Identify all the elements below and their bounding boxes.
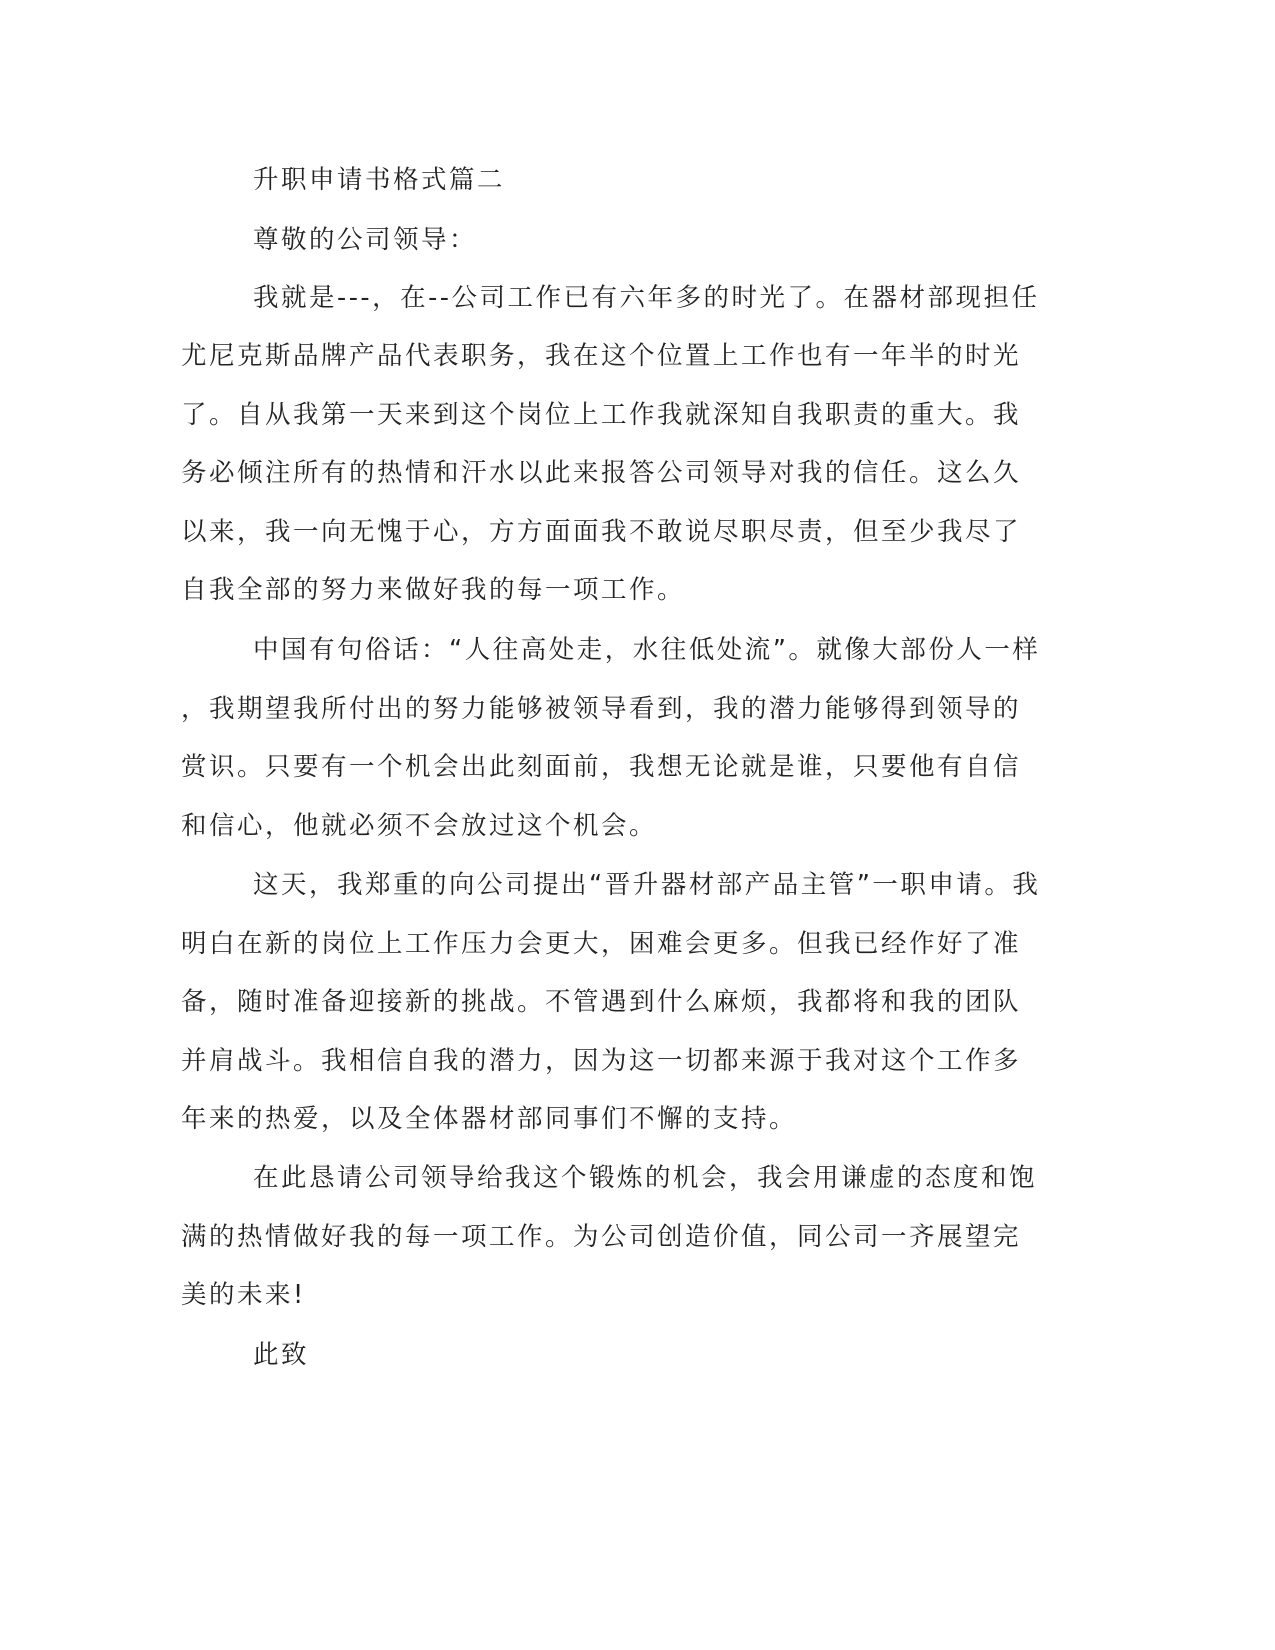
paragraph-3-line-5: 年来的热爱，以及全体器材部同事们不懈的支持。: [181, 1104, 798, 1134]
salutation: 尊敬的公司领导：: [253, 225, 478, 255]
paragraph-3-line-4: 并肩战斗。我相信自我的潜力，因为这一切都来源于我对这个工作多: [181, 1046, 1022, 1076]
closing: 此致: [253, 1340, 310, 1370]
paragraph-1-line-4: 务必倾注所有的热情和汗水以此来报答公司领导对我的信任。这么久: [181, 458, 1022, 488]
paragraph-3-line-3: 备，随时准备迎接新的挑战。不管遇到什么麻烦，我都将和我的团队: [181, 987, 1022, 1017]
paragraph-2-line-1: 中国有句俗话：“人往高处走，水往低处流”。就像大部份人一样: [253, 635, 1041, 665]
paragraph-2-line-3: 赏识。只要有一个机会出此刻面前，我想无论就是谁，只要他有自信: [181, 752, 1022, 782]
paragraph-2-line-2: ，我期望我所付出的努力能够被领导看到，我的潜力能够得到领导的: [181, 694, 1022, 724]
paragraph-3-line-1: 这天，我郑重的向公司提出“晋升器材部产品主管”一职申请。我: [253, 870, 1041, 900]
paragraph-1-line-2: 尤尼克斯品牌产品代表职务，我在这个位置上工作也有一年半的时光: [181, 341, 1022, 371]
paragraph-3-line-2: 明白在新的岗位上工作压力会更大，困难会更多。但我已经作好了准: [181, 929, 1022, 959]
paragraph-1-line-5: 以来，我一向无愧于心，方方面面我不敢说尽职尽责，但至少我尽了: [181, 517, 1022, 547]
paragraph-1-line-6: 自我全部的努力来做好我的每一项工作。: [181, 575, 686, 605]
paragraph-2-line-4: 和信心，他就必须不会放过这个机会。: [181, 811, 658, 841]
document-title: 升职申请书格式篇二: [253, 165, 506, 195]
paragraph-4-line-3: 美的未来!: [181, 1280, 306, 1310]
paragraph-1-line-3: 了。自从我第一天来到这个岗位上工作我就深知自我职责的重大。我: [181, 400, 1022, 430]
paragraph-4-line-1: 在此恳请公司领导给我这个锻炼的机会，我会用谦虚的态度和饱: [253, 1163, 1038, 1193]
paragraph-1-line-1: 我就是---，在--公司工作已有六年多的时光了。在器材部现担任: [253, 283, 1040, 313]
paragraph-4-line-2: 满的热情做好我的每一项工作。为公司创造价值，同公司一齐展望完: [181, 1222, 1022, 1252]
